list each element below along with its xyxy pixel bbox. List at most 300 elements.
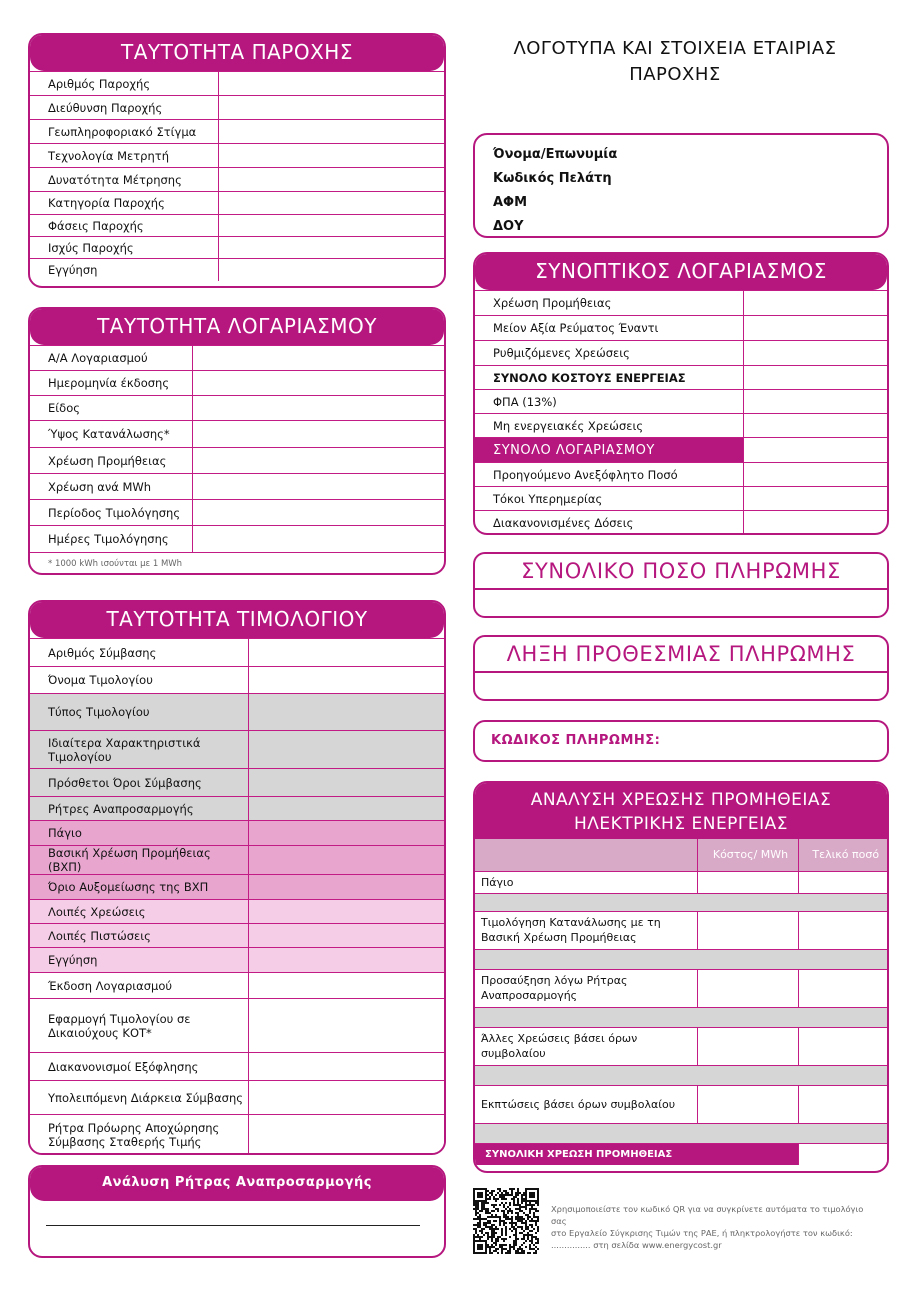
qr-module xyxy=(505,1192,507,1194)
payment-deadline-panel xyxy=(473,635,889,701)
row-label: Εγγύηση xyxy=(30,259,218,281)
invoice-row xyxy=(30,948,444,973)
qr-module xyxy=(511,1210,513,1212)
qr-module xyxy=(535,1208,537,1210)
row-value-cell xyxy=(743,341,887,366)
qr-module xyxy=(531,1234,533,1236)
qr-module xyxy=(491,1230,493,1232)
qr-module xyxy=(503,1220,505,1222)
qr-module xyxy=(521,1220,523,1222)
summary-row xyxy=(475,414,887,438)
qr-module xyxy=(529,1244,531,1246)
account-row xyxy=(30,500,444,526)
customer-name-label: Όνομα/Επωνυμία xyxy=(493,147,618,162)
row-value-cell xyxy=(248,769,444,797)
qr-module xyxy=(523,1250,525,1252)
qr-module xyxy=(517,1190,519,1192)
row-label: Μείον Αξία Ρεύματος Έναντι xyxy=(475,316,743,341)
qr-module xyxy=(491,1210,493,1212)
qr-module xyxy=(487,1220,489,1222)
qr-module xyxy=(509,1204,511,1206)
row-value-cell xyxy=(192,396,444,421)
qr-module xyxy=(537,1220,539,1222)
qr-module xyxy=(513,1204,515,1206)
qr-module xyxy=(475,1208,477,1210)
qr-module xyxy=(493,1216,495,1218)
qr-module xyxy=(525,1234,527,1236)
qr-module xyxy=(487,1246,489,1248)
qr-module xyxy=(519,1232,521,1234)
spacer-cell xyxy=(697,1065,798,1085)
qr-module xyxy=(477,1216,479,1218)
qr-module xyxy=(501,1232,503,1234)
row-value-cell xyxy=(192,346,444,371)
spacer-cell xyxy=(697,1007,798,1027)
qr-module xyxy=(511,1224,513,1226)
qr-module xyxy=(491,1240,493,1242)
qr-module xyxy=(485,1202,487,1204)
qr-module xyxy=(473,1202,475,1204)
qr-module xyxy=(497,1238,499,1240)
qr-module xyxy=(473,1234,475,1236)
row-value-cell xyxy=(248,694,444,731)
qr-module xyxy=(477,1224,479,1226)
qr-module xyxy=(507,1192,509,1194)
analysis-header-blank xyxy=(475,839,697,871)
final-amount-cell xyxy=(798,871,887,893)
qr-module xyxy=(505,1198,507,1200)
qr-module xyxy=(487,1232,489,1234)
qr-module xyxy=(473,1236,475,1238)
qr-module xyxy=(511,1218,513,1220)
qr-module xyxy=(489,1226,491,1228)
qr-module xyxy=(517,1212,519,1214)
qr-module xyxy=(505,1226,507,1228)
spacer-cell xyxy=(697,949,798,969)
invoice-row xyxy=(30,924,444,948)
qr-module xyxy=(509,1236,511,1238)
qr-module xyxy=(487,1194,489,1196)
row-value-cell xyxy=(192,500,444,526)
qr-module xyxy=(513,1244,515,1246)
qr-module xyxy=(505,1190,507,1192)
account-row xyxy=(30,346,444,371)
qr-module xyxy=(497,1248,499,1250)
qr-module xyxy=(503,1206,505,1208)
row-label: Μη ενεργειακές Χρεώσεις xyxy=(475,414,743,438)
row-label: Περίοδος Τιμολόγησης xyxy=(30,500,192,526)
qr-module xyxy=(517,1238,519,1240)
row-value-cell xyxy=(218,168,444,192)
qr-module xyxy=(489,1228,491,1230)
qr-module xyxy=(529,1216,531,1218)
supply-charge-analysis-title xyxy=(475,783,887,839)
analysis-spacer-row xyxy=(475,893,887,911)
qr-module xyxy=(489,1252,491,1254)
qr-module xyxy=(517,1198,519,1200)
row-label: Ημερομηνία έκδοσης xyxy=(30,371,192,396)
supply-row xyxy=(30,168,444,192)
qr-module xyxy=(493,1232,495,1234)
qr-module xyxy=(517,1220,519,1222)
qr-module xyxy=(491,1226,493,1228)
qr-module xyxy=(519,1218,521,1220)
qr-module xyxy=(525,1202,527,1204)
qr-module xyxy=(509,1252,511,1254)
qr-module xyxy=(503,1196,505,1198)
qr-module xyxy=(495,1226,497,1228)
qr-module xyxy=(493,1196,495,1198)
row-value-cell xyxy=(248,875,444,900)
qr-module xyxy=(491,1236,493,1238)
invoice-identity-title: ΤΑΥΤΟΤΗΤΑ ΤΙΜΟΛΟΓΙΟΥ xyxy=(30,602,444,638)
total-payment-title: ΣΥΝΟΛΙΚΟ ΠΟΣΟ ΠΛΗΡΩΜΗΣ xyxy=(475,554,887,590)
qr-module xyxy=(531,1226,533,1228)
qr-module xyxy=(515,1230,517,1232)
qr-module xyxy=(515,1238,517,1240)
qr-module xyxy=(477,1236,479,1238)
qr-module xyxy=(477,1204,479,1206)
qr-module xyxy=(535,1252,537,1254)
qr-module xyxy=(529,1220,531,1222)
qr-module xyxy=(513,1248,515,1250)
qr-module xyxy=(515,1216,517,1218)
qr-module xyxy=(493,1220,495,1222)
qr-module xyxy=(491,1234,493,1236)
qr-module xyxy=(487,1222,489,1224)
row-label: Έκδοση Λογαριασμού xyxy=(30,973,248,999)
qr-module xyxy=(517,1200,519,1202)
qr-module xyxy=(529,1230,531,1232)
row-label: Γεωπληροφοριακό Στίγμα xyxy=(30,120,218,144)
qr-module xyxy=(519,1248,521,1250)
qr-module xyxy=(497,1198,499,1200)
qr-module xyxy=(475,1204,477,1206)
row-label: Ιδιαίτερα Χαρακτηριστικά Τιμολογίου xyxy=(30,731,248,769)
qr-module xyxy=(501,1252,503,1254)
qr-module xyxy=(537,1218,539,1220)
account-identity-title: ΤΑΥΤΟΤΗΤΑ ΛΟΓΑΡΙΑΣΜΟΥ xyxy=(30,309,444,345)
qr-module xyxy=(507,1218,509,1220)
qr-module xyxy=(493,1250,495,1252)
qr-module xyxy=(479,1222,481,1224)
row-label: Εγγύηση xyxy=(30,948,248,973)
account-row xyxy=(30,526,444,552)
analysis-row xyxy=(475,969,887,1007)
qr-module xyxy=(535,1202,537,1204)
qr-module xyxy=(523,1218,525,1220)
account-row xyxy=(30,396,444,421)
qr-module xyxy=(499,1216,501,1218)
summary-row xyxy=(475,366,887,390)
qr-module xyxy=(485,1232,487,1234)
qr-module xyxy=(473,1218,475,1220)
qr-module xyxy=(517,1214,519,1216)
row-label: Όνομα Τιμολογίου xyxy=(30,667,248,694)
qr-module xyxy=(509,1210,511,1212)
qr-module xyxy=(485,1210,487,1212)
qr-module xyxy=(485,1224,487,1226)
summary-row xyxy=(475,341,887,366)
row-label: Χρέωση Προμήθειας xyxy=(475,291,743,316)
qr-module xyxy=(493,1224,495,1226)
qr-module xyxy=(533,1220,535,1222)
qr-module xyxy=(537,1202,539,1204)
qr-module xyxy=(513,1188,515,1190)
qr-module xyxy=(509,1244,511,1246)
qr-module xyxy=(473,1204,475,1206)
qr-module xyxy=(513,1196,515,1198)
qr-module xyxy=(489,1192,491,1194)
qr-module xyxy=(477,1208,479,1210)
row-value-cell xyxy=(192,474,444,500)
qr-module xyxy=(517,1204,519,1206)
qr-module xyxy=(515,1244,517,1246)
qr-module xyxy=(523,1206,525,1208)
qr-module xyxy=(505,1238,507,1240)
qr-module xyxy=(475,1214,477,1216)
row-value-cell xyxy=(218,72,444,96)
qr-module xyxy=(491,1190,493,1192)
qr-module xyxy=(521,1226,523,1228)
qr-module xyxy=(487,1238,489,1240)
qr-module xyxy=(523,1194,525,1196)
adjustment-clause-title: Ανάλυση Ρήτρας Αναπροσαρμογής xyxy=(30,1167,444,1201)
analysis-row xyxy=(475,1085,887,1123)
qr-module xyxy=(529,1246,531,1248)
row-label: Προηγούμενο Ανεξόφλητο Ποσό xyxy=(475,463,743,487)
supply-charge-analysis-panel xyxy=(473,781,889,1173)
qr-module xyxy=(499,1222,501,1224)
qr-module xyxy=(537,1242,539,1244)
row-label: Α/Α Λογαριασμού xyxy=(30,346,192,371)
analysis-spacer-row xyxy=(475,1007,887,1027)
qr-code-icon xyxy=(473,1188,539,1254)
qr-module xyxy=(529,1224,531,1226)
qr-instructions-line3: ............... στη σελίδα www.energycost.gr xyxy=(551,1240,722,1250)
qr-module xyxy=(527,1232,529,1234)
qr-module xyxy=(527,1228,529,1230)
customer-info-panel xyxy=(473,133,889,238)
qr-module xyxy=(511,1188,513,1190)
qr-module xyxy=(515,1212,517,1214)
qr-module xyxy=(533,1216,535,1218)
row-label: Διεύθυνση Παροχής xyxy=(30,96,218,120)
row-value-cell xyxy=(192,526,444,552)
invoice-identity-panel xyxy=(28,600,446,1155)
qr-module xyxy=(519,1192,521,1194)
qr-module xyxy=(491,1232,493,1234)
qr-module xyxy=(497,1210,499,1212)
qr-module xyxy=(491,1204,493,1206)
summary-account-panel xyxy=(473,252,889,535)
qr-finder xyxy=(529,1192,535,1198)
qr-module xyxy=(533,1208,535,1210)
qr-module xyxy=(509,1248,511,1250)
summary-row xyxy=(475,487,887,511)
analysis-row-label: Προσαύξηση λόγω Ρήτρας Αναπροσαρμογής xyxy=(475,969,697,1007)
qr-module xyxy=(495,1220,497,1222)
row-label: Ρήτρα Πρόωρης Αποχώρησης Σύμβασης Σταθερής Τιμής xyxy=(30,1115,248,1155)
qr-module xyxy=(489,1196,491,1198)
qr-module xyxy=(521,1210,523,1212)
qr-module xyxy=(493,1228,495,1230)
qr-module xyxy=(511,1194,513,1196)
qr-module xyxy=(527,1236,529,1238)
qr-module xyxy=(515,1192,517,1194)
cost-per-mwh-cell xyxy=(697,969,798,1007)
qr-module xyxy=(509,1246,511,1248)
qr-module xyxy=(501,1192,503,1194)
analysis-row-label: Πάγιο xyxy=(475,871,697,893)
row-value-cell xyxy=(218,96,444,120)
qr-module xyxy=(525,1214,527,1216)
qr-module xyxy=(479,1236,481,1238)
qr-module xyxy=(505,1214,507,1216)
qr-module xyxy=(525,1224,527,1226)
qr-module xyxy=(519,1252,521,1254)
qr-module xyxy=(495,1200,497,1202)
qr-module xyxy=(525,1240,527,1242)
qr-module xyxy=(505,1228,507,1230)
qr-module xyxy=(521,1196,523,1198)
qr-module xyxy=(487,1212,489,1214)
final-amount-cell xyxy=(798,1027,887,1065)
qr-module xyxy=(535,1210,537,1212)
qr-module xyxy=(501,1198,503,1200)
qr-module xyxy=(475,1212,477,1214)
qr-module xyxy=(527,1234,529,1236)
row-value-cell xyxy=(743,487,887,511)
row-value-cell xyxy=(218,215,444,237)
analysis-spacer-row xyxy=(475,1123,887,1143)
qr-module xyxy=(481,1204,483,1206)
qr-module xyxy=(519,1204,521,1206)
qr-module xyxy=(511,1226,513,1228)
qr-module xyxy=(503,1240,505,1242)
qr-module xyxy=(491,1194,493,1196)
qr-module xyxy=(499,1236,501,1238)
qr-module xyxy=(523,1252,525,1254)
qr-module xyxy=(515,1236,517,1238)
qr-instructions-line2: στο Εργαλείο Σύγκρισης Τιμών της ΡΑΕ, ή πληκτρολογήστε τον κωδικό: xyxy=(551,1228,853,1238)
qr-module xyxy=(509,1228,511,1230)
row-value-cell xyxy=(248,1081,444,1115)
invoice-row xyxy=(30,999,444,1053)
qr-module xyxy=(523,1230,525,1232)
row-value-cell xyxy=(218,120,444,144)
qr-module xyxy=(505,1202,507,1204)
row-label: Ρήτρες Αναπροσαρμογής xyxy=(30,797,248,821)
qr-module xyxy=(501,1228,503,1230)
qr-module xyxy=(493,1210,495,1212)
row-label: Ισχύς Παροχής xyxy=(30,237,218,259)
qr-module xyxy=(517,1194,519,1196)
invoice-row xyxy=(30,694,444,731)
qr-module xyxy=(525,1228,527,1230)
qr-module xyxy=(499,1244,501,1246)
row-label: Ύψος Κατανάλωσης* xyxy=(30,421,192,448)
invoice-row xyxy=(30,639,444,667)
qr-module xyxy=(499,1196,501,1198)
qr-module xyxy=(521,1194,523,1196)
summary-row xyxy=(475,438,887,463)
supply-row xyxy=(30,72,444,96)
qr-module xyxy=(497,1192,499,1194)
qr-module xyxy=(513,1202,515,1204)
summary-row xyxy=(475,291,887,316)
qr-module xyxy=(503,1222,505,1224)
qr-module xyxy=(511,1216,513,1218)
qr-module xyxy=(505,1244,507,1246)
qr-module xyxy=(535,1224,537,1226)
cost-per-mwh-cell xyxy=(697,1027,798,1065)
row-value-cell xyxy=(218,259,444,281)
qr-module xyxy=(515,1228,517,1230)
row-value-cell xyxy=(743,316,887,341)
qr-module xyxy=(513,1228,515,1230)
qr-module xyxy=(521,1200,523,1202)
qr-module xyxy=(511,1222,513,1224)
qr-module xyxy=(505,1232,507,1234)
spacer-cell xyxy=(475,1123,697,1143)
qr-module xyxy=(489,1212,491,1214)
qr-module xyxy=(489,1220,491,1222)
qr-module xyxy=(501,1238,503,1240)
spacer-cell xyxy=(697,893,798,911)
qr-module xyxy=(491,1238,493,1240)
row-label: Φάσεις Παροχής xyxy=(30,215,218,237)
qr-module xyxy=(483,1206,485,1208)
qr-module xyxy=(533,1212,535,1214)
row-label: ΦΠΑ (13%) xyxy=(475,390,743,414)
row-value-cell xyxy=(743,511,887,535)
qr-module xyxy=(507,1250,509,1252)
qr-module xyxy=(487,1202,489,1204)
qr-module xyxy=(537,1210,539,1212)
row-value-cell xyxy=(218,192,444,215)
spacer-cell xyxy=(475,893,697,911)
qr-module xyxy=(503,1212,505,1214)
qr-module xyxy=(535,1238,537,1240)
invoice-row xyxy=(30,846,444,875)
row-label: Λοιπές Χρεώσεις xyxy=(30,900,248,924)
qr-module xyxy=(533,1228,535,1230)
qr-module xyxy=(521,1198,523,1200)
row-value-cell xyxy=(248,973,444,999)
row-value-cell xyxy=(743,438,887,463)
qr-module xyxy=(487,1208,489,1210)
qr-module xyxy=(495,1250,497,1252)
cost-per-mwh-cell xyxy=(697,911,798,949)
qr-module xyxy=(513,1240,515,1242)
row-label: Πρόσθετοι Όροι Σύμβασης xyxy=(30,769,248,797)
qr-module xyxy=(473,1228,475,1230)
qr-module xyxy=(517,1208,519,1210)
qr-module xyxy=(505,1216,507,1218)
final-amount-cell xyxy=(798,969,887,1007)
qr-module xyxy=(477,1206,479,1208)
qr-module xyxy=(497,1216,499,1218)
qr-module xyxy=(517,1188,519,1190)
qr-module xyxy=(521,1202,523,1204)
account-identity-table xyxy=(30,345,444,552)
row-label: ΣΥΝΟΛΟ ΚΟΣΤΟΥΣ ΕΝΕΡΓΕΙΑΣ xyxy=(475,366,743,390)
qr-module xyxy=(527,1238,529,1240)
qr-module xyxy=(489,1248,491,1250)
qr-module xyxy=(503,1204,505,1206)
qr-module xyxy=(501,1196,503,1198)
